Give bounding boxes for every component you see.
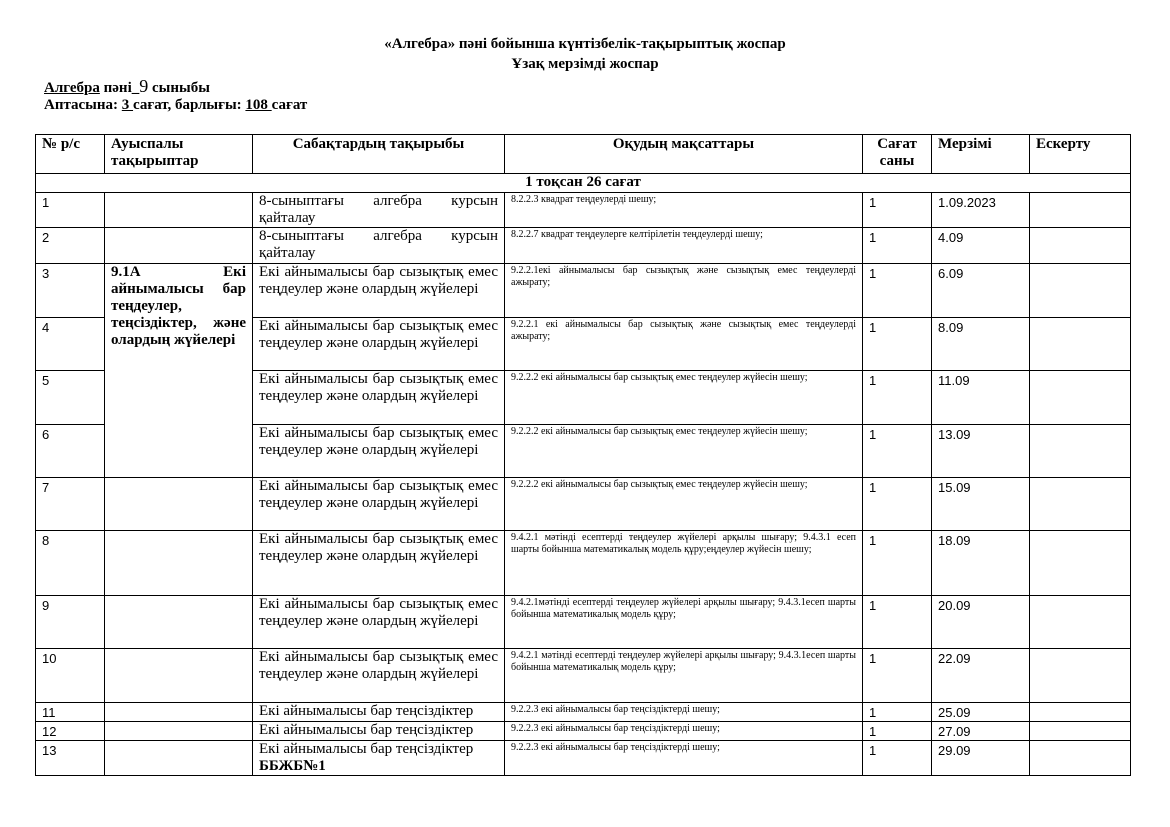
- row-number: 2: [36, 228, 105, 264]
- row-topic: [253, 264, 505, 318]
- row-topic-text: Екі айнымалысы бар сызықтық емес теңдеулер және олардың жүйелері: [259, 478, 498, 511]
- row-topic: [253, 722, 505, 741]
- row-topic: [253, 193, 505, 228]
- grade-number: 9: [139, 76, 149, 96]
- table-row: [36, 741, 1131, 776]
- row-objective: 9.2.2.1 екі айнымалысы бар сызықтық және сызықтық емес теңдеулерді ажырату;: [505, 318, 863, 371]
- row-note: [1030, 722, 1131, 741]
- row-date: 20.09: [932, 596, 1030, 649]
- row-objective: 9.2.2.3 екі айнымалысы бар теңсіздіктерді шешу;: [505, 741, 863, 776]
- table-row: [36, 722, 1131, 741]
- row-date: 6.09: [932, 264, 1030, 318]
- row-number: 5: [36, 371, 105, 425]
- row-date: 29.09: [932, 741, 1030, 776]
- row-topic-text: Екі айнымалысы бар теңсіздіктер: [259, 703, 474, 719]
- row-section-cell: [105, 193, 253, 228]
- row-section-cell: [105, 722, 253, 741]
- row-topic-text: Екі айнымалысы бар сызықтық емес теңдеулер және олардың жүйелері: [259, 649, 498, 682]
- table-row: [36, 531, 1131, 596]
- row-number: 7: [36, 478, 105, 531]
- row-number: 4: [36, 318, 105, 371]
- row-topic: [253, 371, 505, 425]
- section-label: 1 тоқсан 26 сағат: [36, 174, 1131, 193]
- row-hours: 1: [863, 264, 932, 318]
- col-header-objectives: Оқудың мақсаттары: [505, 135, 863, 174]
- row-hours: 1: [863, 596, 932, 649]
- subject-suffix: сыныбы: [148, 80, 210, 96]
- row-topic-text: 8-сыныптағы алгебра курсын қайталау: [259, 193, 498, 226]
- row-hours: 1: [863, 228, 932, 264]
- row-note: [1030, 228, 1131, 264]
- row-hours: 1: [863, 425, 932, 478]
- row-topic: [253, 228, 505, 264]
- row-hours: 1: [863, 741, 932, 776]
- subject-name: Алгебра: [44, 80, 100, 96]
- row-note: [1030, 371, 1131, 425]
- header-row: [36, 135, 1131, 174]
- row-note: [1030, 703, 1131, 722]
- row-section-cell: [105, 596, 253, 649]
- row-topic: [253, 703, 505, 722]
- row-date: 18.09: [932, 531, 1030, 596]
- row-note: [1030, 741, 1131, 776]
- row-topic: [253, 649, 505, 703]
- row-objective: 9.2.2.1екі айнымалысы бар сызықтық және сызықтық емес теңдеулерді ажырату;: [505, 264, 863, 318]
- table-row: [36, 703, 1131, 722]
- table-row: [36, 193, 1131, 228]
- row-note: [1030, 193, 1131, 228]
- row-objective: 9.2.2.2 екі айнымалысы бар сызықтық емес теңдеулер жүйесін шешу;: [505, 478, 863, 531]
- row-date: 15.09: [932, 478, 1030, 531]
- subject-mid: пәні_: [99, 80, 140, 96]
- row-section-cell: [105, 478, 253, 531]
- row-note: [1030, 596, 1131, 649]
- row-topic: [253, 318, 505, 371]
- row-hours: 1: [863, 649, 932, 703]
- hours-mid: сағат, барлығы:: [133, 97, 246, 113]
- row-objective: 8.2.2.3 квадрат теңдеулерді шешу;: [505, 193, 863, 228]
- row-number: 11: [36, 703, 105, 722]
- row-section-cell: [105, 649, 253, 703]
- section-row: [36, 174, 1131, 193]
- section-topic-cell: [105, 264, 253, 478]
- row-objective: 8.2.2.7 квадрат теңдеулерге келтірілетін теңдеулерді шешу;: [505, 228, 863, 264]
- row-date: 1.09.2023: [932, 193, 1030, 228]
- row-note: [1030, 649, 1131, 703]
- table-row: [36, 264, 1131, 318]
- row-number: 3: [36, 264, 105, 318]
- hours-prefix: Аптасына:: [44, 97, 122, 113]
- hours-total: 108: [245, 97, 272, 113]
- row-date: 8.09: [932, 318, 1030, 371]
- row-section-cell: [105, 228, 253, 264]
- row-objective: 9.2.2.2 екі айнымалысы бар сызықтық емес теңдеулер жүйесін шешу;: [505, 425, 863, 478]
- row-hours: 1: [863, 318, 932, 371]
- row-number: 9: [36, 596, 105, 649]
- row-topic: [253, 531, 505, 596]
- row-date: 11.09: [932, 371, 1030, 425]
- row-topic-text: Екі айнымалысы бар сызықтық емес теңдеулер және олардың жүйелері: [259, 425, 498, 458]
- row-number: 6: [36, 425, 105, 478]
- row-hours: 1: [863, 531, 932, 596]
- row-hours: 1: [863, 703, 932, 722]
- row-topic-text: 8-сыныптағы алгебра курсын қайталау: [259, 228, 498, 261]
- row-hours: 1: [863, 193, 932, 228]
- col-header-lesson-topic: Сабақтардың тақырыбы: [253, 135, 505, 174]
- col-header-topics: Ауыспалы тақырыптар: [105, 135, 253, 174]
- row-date: 22.09: [932, 649, 1030, 703]
- row-note: [1030, 318, 1131, 371]
- row-date: 25.09: [932, 703, 1030, 722]
- row-topic-text: Екі айнымалысы бар сызықтық емес теңдеулер және олардың жүйелері: [259, 531, 498, 564]
- row-note: [1030, 264, 1131, 318]
- table-row: [36, 478, 1131, 531]
- row-date: 13.09: [932, 425, 1030, 478]
- row-number: 13: [36, 741, 105, 776]
- row-number: 1: [36, 193, 105, 228]
- row-hours: 1: [863, 371, 932, 425]
- row-objective: 9.4.2.1 мәтінді есептерді теңдеулер жүйелері арқылы шығару; 9.4.3.1 есеп шарты бойынша математикалық модель құру;еңдеулер жүйесін шешу;: [505, 531, 863, 596]
- row-date: 27.09: [932, 722, 1030, 741]
- row-section-cell: [105, 531, 253, 596]
- row-topic: [253, 596, 505, 649]
- row-topic-text: Екі айнымалысы бар теңсіздіктер: [259, 722, 474, 738]
- table-row: [36, 649, 1131, 703]
- row-topic-text: Екі айнымалысы бар сызықтық емес теңдеулер және олардың жүйелері: [259, 318, 498, 351]
- row-section-cell: [105, 741, 253, 776]
- row-date: 4.09: [932, 228, 1030, 264]
- row-topic-text: Екі айнымалысы бар теңсіздіктер: [259, 741, 474, 757]
- row-topic-text: Екі айнымалысы бар сызықтық емес теңдеулер және олардың жүйелері: [259, 596, 498, 629]
- plan-table: [35, 134, 1131, 776]
- col-header-number: № р/с: [36, 135, 105, 174]
- col-header-date: Мерзімі: [932, 135, 1030, 174]
- document-subtitle: Ұзақ мерзімді жоспар: [511, 56, 659, 72]
- row-section-cell: [105, 703, 253, 722]
- col-header-hours: Сағат саны: [863, 135, 932, 174]
- subject-line: [44, 77, 210, 97]
- row-objective: 9.2.2.2 екі айнымалысы бар сызықтық емес теңдеулер жүйесін шешу;: [505, 371, 863, 425]
- row-topic-assessment: ББЖБ№1: [259, 758, 326, 774]
- row-number: 8: [36, 531, 105, 596]
- section-topic-text: 9.1А Екі айнымалысы бар теңдеулер, теңсіздіктер, және олардың жүйелері: [111, 264, 246, 348]
- row-topic: [253, 741, 505, 776]
- row-topic-text: Екі айнымалысы бар сызықтық емес теңдеулер және олардың жүйелері: [259, 264, 498, 297]
- hours-line: [44, 96, 307, 114]
- row-note: [1030, 478, 1131, 531]
- row-note: [1030, 425, 1131, 478]
- row-hours: 1: [863, 478, 932, 531]
- row-topic: [253, 478, 505, 531]
- row-number: 10: [36, 649, 105, 703]
- row-objective: 9.4.2.1мәтінді есептерді теңдеулер жүйелері арқылы шығару; 9.4.3.1есеп шарты бойынша математикалық модель құру;: [505, 596, 863, 649]
- document-title: «Алгебра» пәні бойынша күнтізбелік-тақырыптық жоспар: [384, 36, 786, 52]
- row-note: [1030, 531, 1131, 596]
- row-topic-text: Екі айнымалысы бар сызықтық емес теңдеулер және олардың жүйелері: [259, 371, 498, 404]
- row-objective: 9.2.2.3 екі айнымалысы бар теңсіздіктерді шешу;: [505, 722, 863, 741]
- row-hours: 1: [863, 722, 932, 741]
- table-row: [36, 596, 1131, 649]
- row-topic: [253, 425, 505, 478]
- row-number: 12: [36, 722, 105, 741]
- hours-suffix: сағат: [271, 97, 308, 113]
- row-objective: 9.2.2.3 екі айнымалысы бар теңсіздіктерді шешу;: [505, 703, 863, 722]
- col-header-note: Ескерту: [1030, 135, 1131, 174]
- row-objective: 9.4.2.1 мәтінді есептерді теңдеулер жүйелері арқылы шығару; 9.4.3.1есеп шарты бойынша математикалық модель құру;: [505, 649, 863, 703]
- hours-week: 3: [121, 97, 134, 113]
- table-row: [36, 228, 1131, 264]
